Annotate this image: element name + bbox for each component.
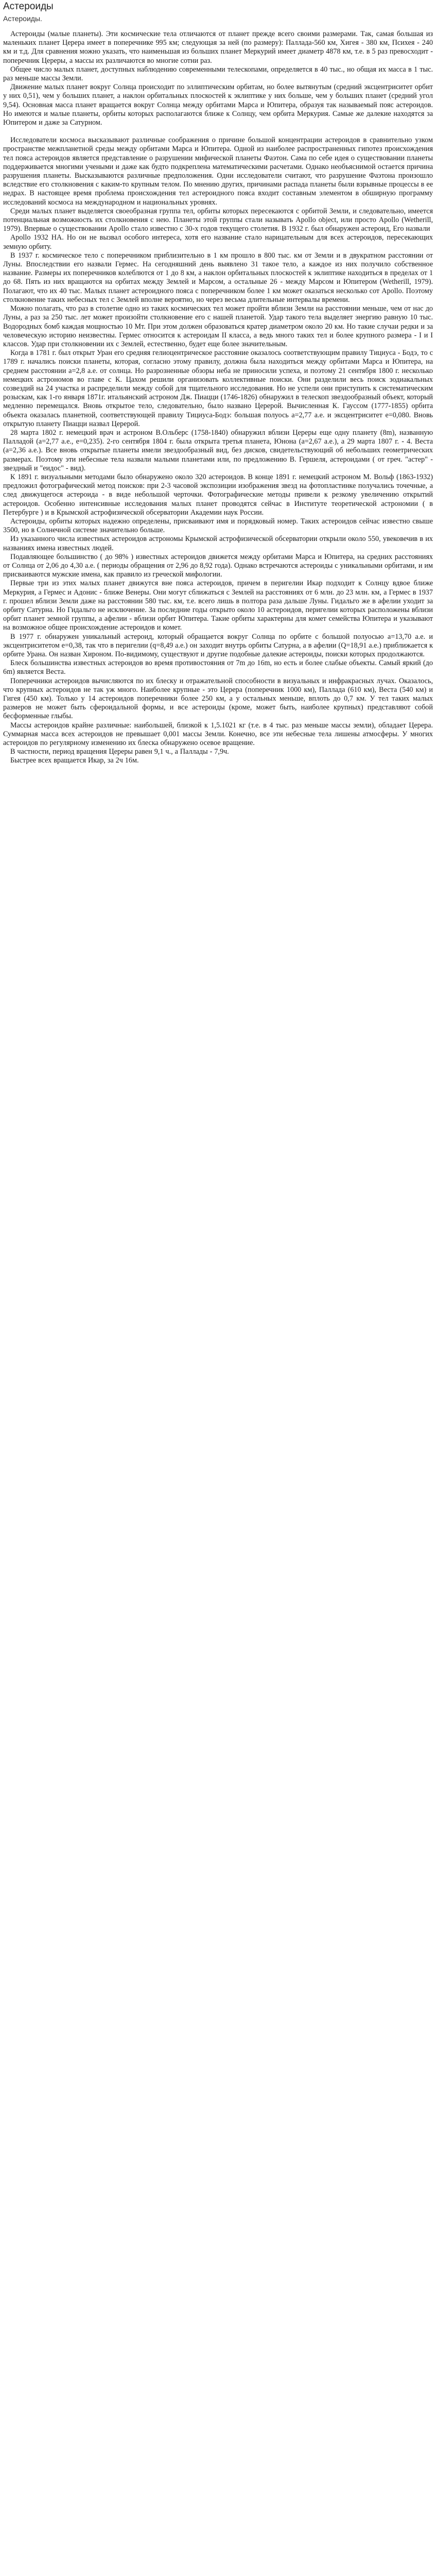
paragraph: Исследователи космоса высказывают различные соображения о причине большой концентрации астероидов в сравнительно узком пространстве межпланетной среды между орбитами Марса и Юпитера. Одной из наиболее распространенных гипотез происхождения тел пояса астероидов является представление о разрушении мифической планеты Фаэтон. Сама по себе идея о существовании планеты поддерживается многими учеными и даже как будто подкреплена математическими расчетами. Однако необъяснимой остается причина разрушения планеты. Высказываются различные предположения. Одни исследователи считают, что разрушение Фаэтона произошло вследствие его столкновения с каким-то крупным телом. По мнению других, причинами распада планеты были взрывные процессы в ее недрах. В настоящее время проблема происхождения тел астероидного пояса входит составным элементом в обширную программу исследований космоса на международном и национальных уровнях.: [3, 136, 433, 207]
paragraph: Поперечники астероидов вычисляются по их блеску и отражательной способности в визуальных и инфракрасных лучах. Оказалось, что крупных астероидов не так уж много. Наиболее крупные - это Церера (поперечник 1000 км), Паллада (610 км), Веста (540 км) и Гигея (450 км). Только у 14 астероидов поперечники более 250 км, а у остальных меньше, вплоть до 0,7 км. У тел таких малых размеров не может быть сфероидальной формы, и все астероиды (кроме, может быть, наиболее крупных) представляют собой бесформенные глыбы.: [3, 676, 433, 721]
paragraph: 28 марта 1802 г. немецкий врач и астроном В.Ольберс (1758-1840) обнаружил вблизи Цереры еще одну планету (8m), названную Палладой (a=2,77 а.е., e=0,235). 2-го сентября 1804 г. была открыта третья планета, Юнона (a=2,67 а.е.), а 29 марта 1807 г. - 4. Веста (a=2,36 а.е.). Все вновь открытые планеты имели звездообразный вид, без дисков, свидетельствующий об небольших геометрических размерах. Поэтому эти небесные тела назвали малыми планетами или, по предложению В. Гершеля, астероидами ( от греч. "астер" - звездный и "еидос" - вид).: [3, 428, 433, 472]
paragraph: Блеск большинства известных астероидов во время противостояния от 7m до 16m, но есть и более слабые объекты. Самый яркий (до 6m) является Веста.: [3, 659, 433, 676]
paragraph: Из указанного числа известных астероидов астрономы Крымской астрофизической обсерватории открыли около 550, увековечив в их названиях имена известных людей.: [3, 535, 433, 552]
paragraph: Когда в 1781 г. был открыт Уран его средняя гелиоцентрическое расстояние оказалось соответствующим правилу Тициуса - Бодэ, то с 1789 г. начались поиски планеты, которая, согласно этому правилу, должна была находиться между орбитами Марса и Юпитера, на среднем расстоянии a=2,8 а.е. от солнца. Но разрозненные обзоры неба не приносили успеха, и поэтому 21 сентября 1800 г. несколько немецких астрономов во главе с К. Цахом решили организовать коллективные поиски. Они разделили весь поиск зодиакальных созвездий на 24 участка и распределили между собой для тщательного исследования. Но не успели они приступить к систематическим розыскам, как 1-го января 1871г. итальянский астроном Дж. Пиацци (1746-1826) обнаружил в телескоп звездообразный объект, который медленно перемещался. Вновь открытое тело, следовательно, было названо Церерой. Вычисленная К. Гауссом (1777-1855) орбита объекта оказалась планетной, соответствующей правилу Тициуса-Бодэ: большая полуось a=2,77 а.е. и эксцентриситет e=0,080. Вновь открытую планету Пиацци назвал Церерой.: [3, 349, 433, 428]
paragraph: В 1977 г. обнаружен уникальный астероид, который обращается вокруг Солнца по орбите с большой полуосью a=13,70 а.е. и эксцентриситетом e=0,38, так что в перигелии (q=8,49 а.е.) он заходит внутрь орбиты Сатурна, а в афелии (Q=18,91 а.е.) приближается к орбите Урана. Он назван Хироном. По-видимому, существуют и другие подобные далекие астероиды, поиски которых продолжаются.: [3, 632, 433, 659]
paragraph: В частности, период вращения Цереры равен 9,1 ч., а Паллады - 7,9ч.: [10, 748, 229, 756]
paragraph: Астероиды, орбиты которых надежно определены, присваивают имя и порядковый номер. Таких астероидов сейчас известно свыше 3500, но в Солнечной системе значительно больше.: [3, 517, 433, 535]
paragraph: Подавляющее большинство ( до 98% ) известных астероидов движется между орбитами Марса и Юпитера, на средних расстояниях от Солнца от 2,06 до 4,30 а.е. ( периоды обращения от 2,96 до 8,92 года). Однако встречаются астероиды с уникальными орбитами, и им присваиваются мужские имена, как правило из греческой мифологии.: [3, 552, 433, 579]
paragraph: Массы астероидов крайне различные: наибольшей, близкой к 1,5.1021 кг (т.е. в 4 тыс. раз меньше массы земли), обладает Церера. Суммарная масса всех астероидов не превышает 0,001 массы Земли. Конечно, все эти небесные тела лишены атмосферы. У многих астероидов по регулярному изменению их блеска обнаружено осевое вращение.: [3, 721, 433, 748]
document-page: [0, 0, 436, 770]
article-body: [3, 30, 433, 766]
paragraph: Движение малых планет вокруг Солнца происходит по эллиптическим орбитам, но более вытянутым (средний эксцентриситет орбит у них 0,51), чем у больших планет, а наклон орбитальных плоскостей к эклиптике у них больше, чем у больших планет (средний угол 9,54). Основная масса планет вращается вокруг Солнца между орбитами Марса и Юпитера, образуя так называемый пояс астероидов. Но имеются и малые планеты, орбиты которых располагаются ближе к Солнцу, чем орбита Меркурия. Самые же далекие находятся за Юпитером и даже за Сатурном.: [3, 83, 433, 127]
paragraph: К 1891 г. визуальными методами было обнаружено около 320 астероидов. В конце 1891 г. немецкий астроном М. Вольф (1863-1932) предложил фотографический метод поисков: при 2-3 часовой экспозиции изображения звезд на фотопластинке получались точечные, а след движущегося астероида - в виде небольшой черточки. Фотографические методы привели к резкому увеличению открытий астероидов. Особенно интенсивные исследования малых планет проводятся сейчас в Институте теоретической астрономии ( в Петербурге ) и в Крымской астрофизической обсерватории Академии наук России.: [3, 472, 433, 517]
paragraph: Быстрее всех вращается Икар, за 2ч 16м.: [10, 756, 139, 765]
paragraph: Общее число малых планет, доступных наблюдению современными телескопами, определяется в 40 тыс., но общая их масса в 1 тыс. раз меньше массы Земли.: [3, 65, 433, 83]
page-subtitle: Астероиды.: [3, 14, 42, 23]
paragraph: Астероиды (малые планеты). Эти космические тела отличаются от планет прежде всего своими размерами. Так, самая большая из маленьких планет Церера имеет в поперечнике 995 км; следующая за ней (по размеру): Паллада-560 км, Хигея - 380 км, Психея - 240 км и т.д. Для сравнения можно указать, что наименьшая из больших планет Меркурий имеет диаметр 4878 км, т.е. в 5 раз превосходит - поперечник Цереры, а массы их различаются во многие сотни раз.: [3, 30, 433, 65]
paragraph: В 1937 г. космическое тело с поперечником приблизительно в 1 км прошло в 800 тыс. км от Земли и в двукратном расстоянии от Луны. Впоследствии его назвали Гермес. На сегодняшний день выявлено 31 такое тело, а каждое из них получило собственное название. Размеры их поперечников колеблются от 1 до 8 км, а наклон орбитальных плоскостей к эклиптике находиться в пределах от 1 до 68. Пять из них вращаются на орбитах между Землей и Марсом, а остальные 26 - между Марсом и Юпитером (Wetherill, 1979). Полагают, что их 40 тыс. Малых планет астероидного пояса с поперечником более 1 км может оказаться несколько сот Apollo. Поэтому столкновение таких небесных тел с Землей вполне вероятно, но через весьма длительные интервалы времени.: [3, 251, 433, 304]
paragraph: Среди малых планет выделяется своеобразная группа тел, орбиты которых пересекаются с орбитой Земли, и следовательно, имеется потенциальная возможность их столкновения с нею. Планеты этой группы стали называть Apollo object, или просто Apollo (Wetherill, 1979). Впервые о существовании Apollo стало известно с 30-х годов текущего столетия. В 1932 г. был обнаружен астероид, Его назвали: [3, 207, 433, 233]
paragraph: Apollo 1932 HA. Но он не вызвал особого интереса, хотя его название стало нарицательным для всех астероидов, пересекающих земную орбиту.: [3, 233, 433, 251]
paragraph: Первые три из этих малых планет движутся вне пояса астероидов, причем в перигелии Икар подходит к Солнцу вдвое ближе Меркурия, а Гермес и Адонис - ближе Венеры. Они могут сближаться с Землей на расстояниях от 6 млн. до 23 млн. км, а Гермес в 1937 г. прошел вблизи Земли даже на расстоянии 580 тыс. км, т.е. всего лишь в полтора раза дальше Луны. Гидальго же в афелии уходит за орбиту Сатурна. Но Гидальго не исключение. За последние годы открыто около 10 астероидов, перигелии которых расположены вблизи орбит планет земной группы, а афелии - вблизи орбит Юпитера. Такие орбиты характерны для комет семейства Юпитера и указывают на возможное общее происхождение астероидов и комет.: [3, 579, 433, 632]
paragraph: Можно полагать, что раз в столетие одно из таких космических тел может пройти вблизи Земли на расстоянии меньше, чем от нас до Луны, а раз за 250 тыс. лет может произойти столкновение его с нашей планетой. Удар такого тела выделяет энергию равную 10 тыс. Водородных бомб каждая мощностью 10 Мт. При этом должен образоваться кратер диаметром около 20 км. Но такие случаи редки и за человеческую историю неизвестны. Гермес относится к астероидам II класса, а ведь много таких тел и более крупного размера - I и I классов. Удар при столкновении их с Землей, естественно, будет еще более значительным.: [3, 304, 433, 348]
page-title: Астероиды: [3, 1, 54, 12]
